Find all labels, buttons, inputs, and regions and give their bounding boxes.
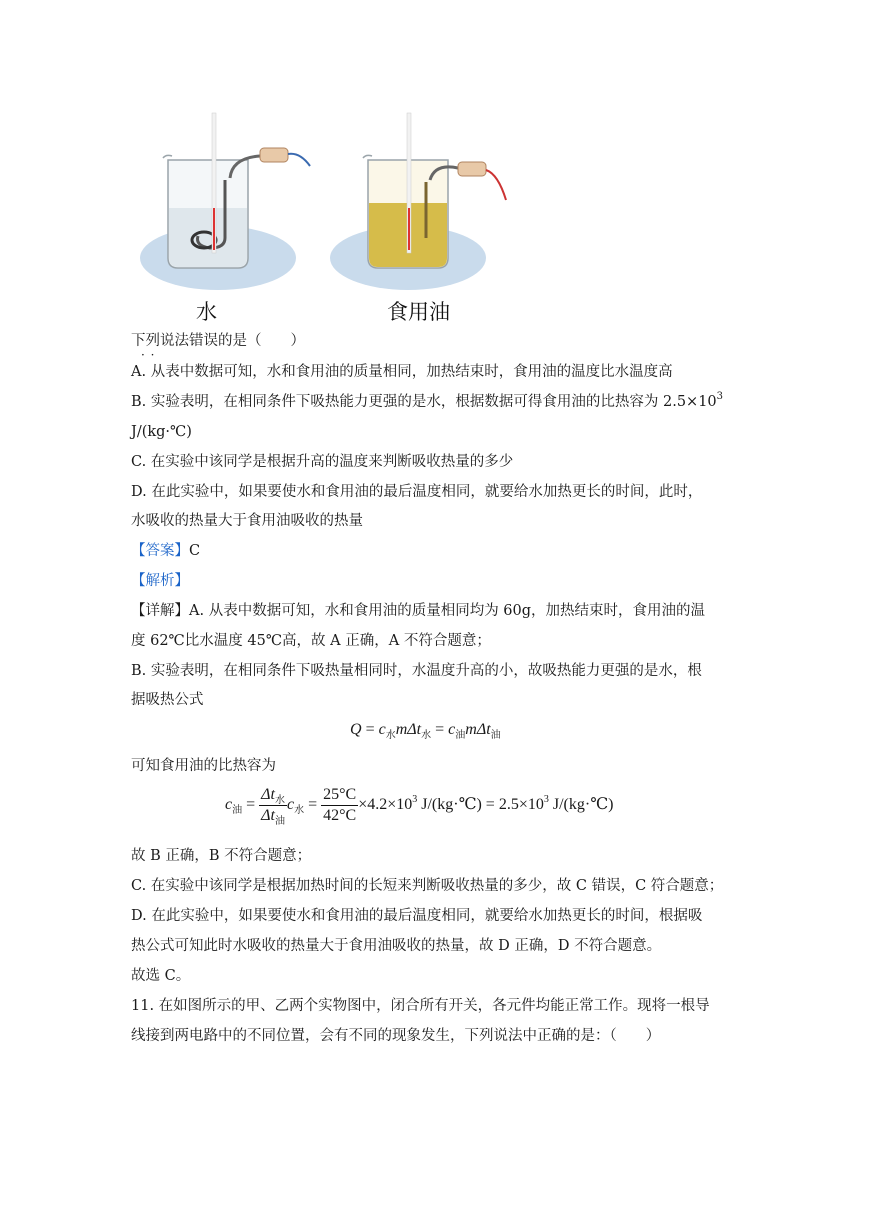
- analysis-line-b4: 故 B 正确，B 不符合题意；: [131, 848, 312, 864]
- analysis-line-d1: D. 在此实验中，如果要使水和食用油的最后温度相同，就要给水加热更长的时间，根据吸: [131, 908, 703, 924]
- answer-label: 【答案】: [131, 543, 189, 559]
- analysis-line-b3: 可知食用油的比热容为: [131, 758, 276, 774]
- oil-beaker: [330, 113, 506, 290]
- analysis-line-b2: 据吸热公式: [131, 692, 204, 708]
- analysis-line-c: C. 在实验中该同学是根据加热时间的长短来判断吸收热量的多少，故 C 错误，C 符合题意；: [131, 878, 724, 894]
- option-c: C. 在实验中该同学是根据升高的温度来判断吸收热量的多少: [131, 454, 514, 470]
- question-11-line1: 11. 在如图所示的甲、乙两个实物图中，闭合所有开关，各元件均能正常工作。现将一根导: [131, 998, 710, 1014]
- answer: [131, 541, 200, 561]
- analysis-conclusion: 故选 C。: [131, 968, 191, 984]
- option-d-cont: 水吸收的热量大于食用油吸收的热量: [131, 513, 363, 529]
- analysis-line-b1: B. 实验表明，在相同条件下吸热量相同时，水温度升高的小，故吸热能力更强的是水，根: [131, 663, 702, 679]
- water-beaker: [140, 113, 310, 290]
- analysis-line-a2: 度 62℃比水温度 45℃高，故 A 正确，A 不符合题意；: [131, 633, 491, 649]
- analysis-label: 【解析】: [131, 573, 189, 589]
- formula-specific-heat: $c_油$ = $\frac{\Delta t_水}{\Delta t_油}$ $c_水$ = $\frac{25^\circ C}{42^\circ C}$ $\times 4.2\times 10^3$ J/(kg·℃) = $2.5\times 10^3$ J/(kg·℃): [225, 786, 614, 827]
- experiment-figure: [130, 108, 510, 328]
- analysis-line-a1: 【详解】A. 从表中数据可知，水和食用油的质量相同均为 60g，加热结束时，食用油的温: [131, 603, 706, 619]
- option-a: A. 从表中数据可知，水和食用油的质量相同，加热结束时，食用油的温度比水温度高: [131, 364, 673, 380]
- answer-value: C: [189, 543, 201, 559]
- fraction-delta-t: $\frac{\Delta t_水}{\Delta t_油}$: [261, 786, 285, 827]
- formula-heat: $Q = c_水m\Delta t_水 = c_油m\Delta t_油$: [350, 721, 501, 741]
- caption-oil: 食用油: [387, 300, 450, 324]
- option-d: D. 在此实验中，如果要使水和食用油的最后温度相同，就要给水加热更长的时间，此时，: [131, 484, 703, 500]
- beakers-illustration: [130, 108, 510, 328]
- option-b: B. 实验表明，在相同条件下吸热能力更强的是水，根据数据可得食用油的比热容为 $2.5\times 10^3$: [131, 391, 724, 410]
- fraction-temperature: $\frac{25^\circ C}{42^\circ C}$: [323, 786, 357, 824]
- question-stem: 下列说法错误的是（ ） · ·: [131, 331, 305, 351]
- option-b-unit: J/(kg·℃): [131, 424, 192, 440]
- question-11-line2: 线接到两电路中的不同位置，会有不同的现象发生，下列说法中正确的是：（ ）: [131, 1028, 661, 1044]
- analysis-line-d2: 热公式可知此时水吸收的热量大于食用油吸收的热量，故 D 正确，D 不符合题意。: [131, 938, 662, 954]
- caption-water: 水: [196, 300, 217, 324]
